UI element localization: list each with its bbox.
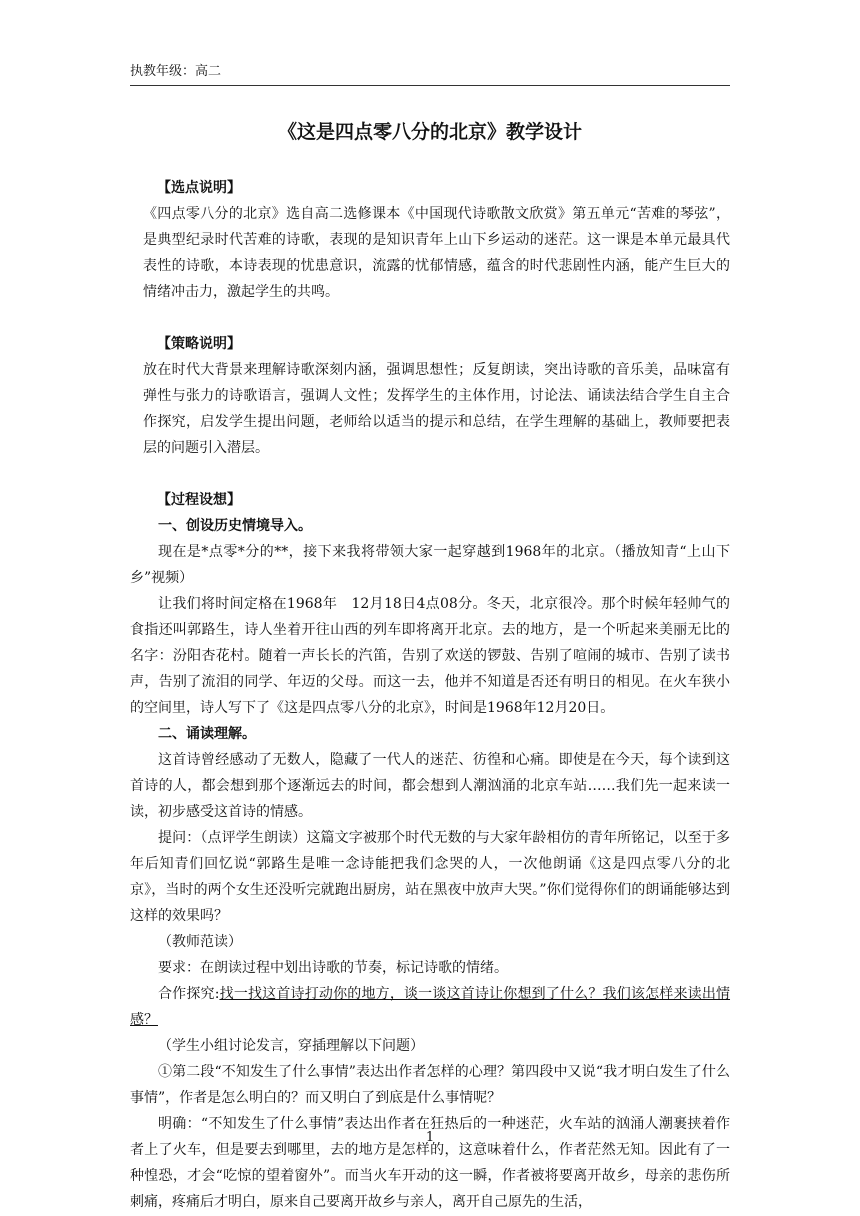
paragraph-7 (130, 981, 730, 1033)
page-number: 1 (425, 1130, 435, 1145)
section-heading-guocheng: 【过程设想】 (157, 492, 241, 508)
paragraph-celue: 放在时代大背景来理解诗歌深刻内涵，强调思想性；反复朗读，突出诗歌的音乐美，品味富有弹性与张力的诗歌语言，强调人文性；发挥学生的主体作用，讨论法、诵读法结合学生自主合作探究，启发学生提出问题，老师给以适当的提示和总结，在学生理解的基础上，教师要把表层的问题引入潜层。 (143, 362, 730, 456)
cooperation-label: 合作探究: (158, 986, 220, 1002)
document-title: 《这是四点零八分的北京》教学设计 (277, 121, 582, 143)
paragraph-1: 现在是*点零*分的**，接下来我将带领大家一起穿越到1968年的北京。（播放知青“上山下乡”视频） (130, 544, 730, 586)
paragraph-xuandian: 《四点零八分的北京》选自高二选修课本《中国现代诗歌散文欣赏》第五单元“苦难的琴弦”，是典型纪录时代苦难的诗歌，表现的是知识青年上山下乡运动的迷茫。这一课是本单元最具代表性的诗歌，本诗表现的忧患意识，流露的忧郁情感，蕴含的时代悲剧性内涵，能产生巨大的情绪冲击力，激起学生的共鸣。 (143, 206, 730, 300)
document-body (130, 175, 730, 1215)
paragraph-10: 明确：“不知发生了什么事情”表达出作者在狂热后的一种迷茫，火车站的汹涌人潮裹挟着作者上了火车，但是要去到哪里，去的地方是怎样的，这意味着什么，作者茫然无知。因此有了一种惶恐，才会“吃惊的望着窗外”。而当火车开动的这一瞬，作者被将要离开故乡，母亲的悲伤所刺痛，疼痛后才明白，原来自己要离开故乡与亲人，离开自己原先的生活， (130, 1116, 730, 1210)
section-heading-xuandian: 【选点说明】 (157, 180, 241, 196)
page-header: 执教年级：高二 (130, 60, 730, 86)
paragraph-9: ①第二段“不知发生了什么事情”表达出作者怎样的心理？第四段中又说“我才明白发生了什么事情”，作者是怎么明白的？而又明白了到底是什么事情呢？ (130, 1064, 730, 1106)
paragraph-3: 这首诗曾经感动了无数人，隐藏了一代人的迷茫、彷徨和心痛。即使是在今天，每个读到这首诗的人，都会想到那个逐渐远去的时间，都会想到人潮汹涌的北京车站……我们先一起来读一读，初步感受这首诗的情感。 (130, 752, 730, 820)
paragraph-2: 让我们将时间定格在1968年 12月18日4点08分。冬天，北京很冷。那个时候年轻帅气的食指还叫郭路生，诗人坐着开往山西的列车即将离开北京。去的地方，是一个听起来美丽无比的名字：汾阳杏花村。随着一声长长的汽笛，告别了欢送的锣鼓、告别了喧闹的城市、告别了读书声，告别了流泪的同学、年迈的父母。而这一去，他并不知道是否还有明日的相见。在火车狭小的空间里，诗人写下了《这是四点零八分的北京》，时间是1968年12月20日。 (130, 596, 730, 716)
paragraph-4: 提问：（点评学生朗读）这篇文字被那个时代无数的与大家年龄相仿的青年所铭记，以至于多年后知青们回忆说“郭路生是唯一念诗能把我们念哭的人，一次他朗诵《这是四点零八分的北京》，当时的两个女生还没听完就跑出厨房，站在黑夜中放声大哭。”你们觉得你们的朗诵能够达到这样的效果吗？ (130, 830, 730, 924)
paragraph-5: （教师范读） (158, 934, 242, 950)
section-heading-celue: 【策略说明】 (157, 336, 241, 352)
part-title-2: 二、诵读理解。 (158, 726, 256, 742)
paragraph-6: 要求：在朗读过程中划出诗歌的节奏，标记诗歌的情绪。 (158, 960, 508, 976)
cooperation-question: 找一找这首诗打动你的地方，谈一谈这首诗让你想到了什么？我们该怎样来读出情感？ (130, 986, 731, 1028)
part-title-1: 一、创设历史情境导入。 (158, 518, 312, 534)
paragraph-8: （学生小组讨论发言，穿插理解以下问题） (158, 1038, 424, 1054)
